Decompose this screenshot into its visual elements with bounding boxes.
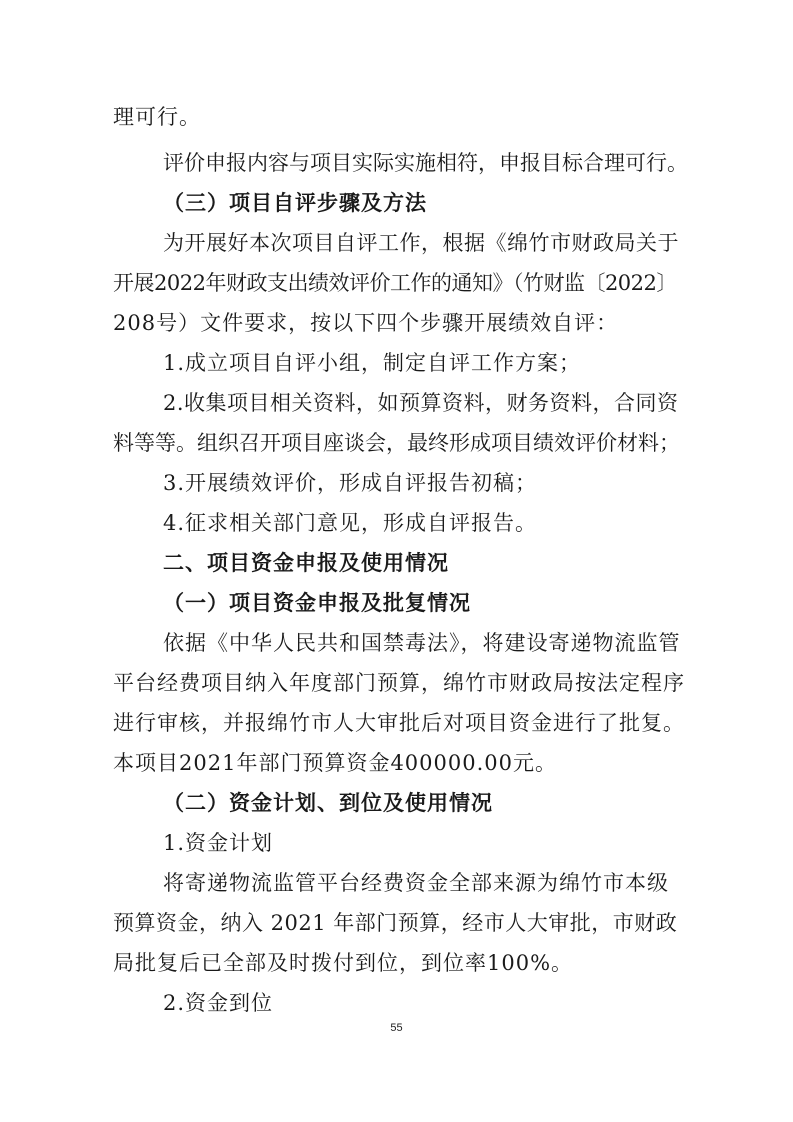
paragraph-continuation: 理可行。 [113,105,201,129]
paragraph-basis-3: 进行审核，并报绵竹市人大审批后对项目资金进行了批复。 [113,711,685,735]
paragraph-steps-intro-1: 为开展好本次项目自评工作，根据《绵竹市财政局关于 [163,231,679,255]
paragraph-fund-plan-1: 将寄递物流监管平台经费资金全部来源为绵竹市本级 [163,871,669,895]
heading-self-eval-steps: （三）项目自评步骤及方法 [163,191,427,215]
list-item-step-2: 2.收集项目相关资料，如预算资料，财务资料，合同资 [163,391,679,415]
list-item-step-2-cont: 料等等。组织召开项目座谈会，最终形成项目绩效评价材料； [113,431,680,455]
paragraph-basis-2: 平台经费项目纳入年度部门预算，绵竹市财政局按法定程序 [113,671,685,695]
heading-fund-application: （一）项目资金申报及批复情况 [163,591,471,615]
heading-section-two: 二、项目资金申报及使用情况 [163,551,449,575]
page-number: 55 [390,1022,403,1034]
list-item-step-1: 1.成立项目自评小组，制定自评工作方案； [163,351,582,375]
heading-fund-plan: （二）资金计划、到位及使用情况 [163,791,493,815]
paragraph-fund-plan-3: 局批复后已全部及时拨付到位，到位率100%。 [113,951,574,975]
subheading-fund-plan: 1.资金计划 [163,831,274,855]
paragraph-basis-4: 本项目2021年部门预算资金400000.00元。 [113,751,558,775]
paragraph-evaluation: 评价申报内容与项目实际实施相符，申报目标合理可行。 [163,151,688,175]
paragraph-steps-intro-2: 开展2022年财政支出绩效评价工作的通知》（竹财监〔2022〕 [113,271,677,295]
list-item-step-4: 4.征求相关部门意见，形成自评报告。 [163,511,538,535]
paragraph-basis-1: 依据《中华人民共和国禁毒法》，将建设寄递物流监管 [163,631,681,655]
paragraph-fund-plan-2: 预算资金，纳入 2021 年部门预算，经市人大审批，市财政 [113,911,678,935]
paragraph-steps-intro-3: 208号）文件要求，按以下四个步骤开展绩效自评： [113,311,619,335]
list-item-step-3: 3.开展绩效评价，形成自评报告初稿； [163,471,538,495]
subheading-fund-arrival: 2.资金到位 [163,991,274,1015]
